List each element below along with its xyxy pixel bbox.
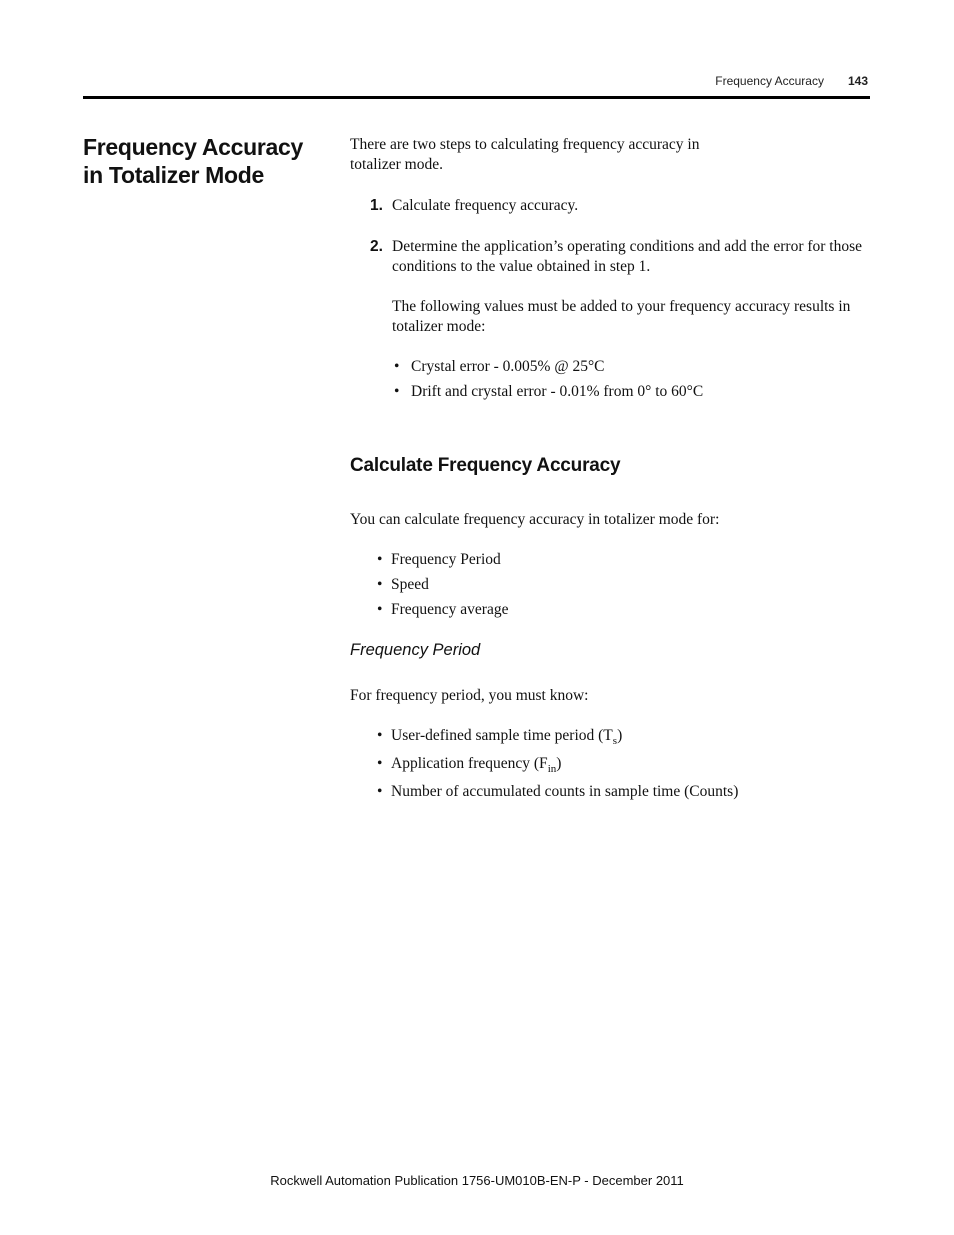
list-item: • User-defined sample time period $(T_s)$ — [377, 726, 897, 754]
steps-list — [350, 196, 870, 407]
page-number: 143 — [847, 74, 868, 88]
section-heading: Calculate Frequency Accuracy — [350, 455, 621, 476]
running-header — [715, 74, 868, 88]
header-rule — [83, 96, 870, 99]
page-footer: Rockwell Automation Publication 1756-UM010B-EN-P - December 2011 — [270, 1173, 684, 1188]
step-number: 2. — [370, 238, 383, 255]
subscript: s — [612, 735, 618, 747]
running-header-section: Frequency Accuracy — [715, 74, 824, 88]
list-item: • Frequency Period — [377, 550, 897, 575]
list-item: • Frequency average — [377, 600, 897, 625]
page-title: Frequency Accuracy in Totalizer Mode — [83, 134, 304, 188]
step-number: 1. — [370, 197, 383, 214]
intro-paragraph: There are two steps to calculating frequency accuracy in totalizer mode. — [350, 136, 700, 173]
list-item: • Crystal error - 0.005% @ 25°C — [394, 357, 870, 382]
error-values-list — [394, 357, 870, 407]
calc-modes-list — [377, 550, 897, 625]
step-1 — [350, 196, 870, 216]
step-text: Determine the application’s operating conditions and add the error for those conditions to the value obtained in step 1. — [392, 238, 863, 275]
calc-intro: You can calculate frequency accuracy in totalizer mode for: — [350, 511, 720, 528]
step-note: The following values must be added to your frequency accuracy results in totalizer mode: — [392, 298, 851, 335]
period-requirements-list — [377, 726, 897, 810]
subsection-heading: Frequency Period — [350, 641, 481, 659]
subscript: in — [547, 763, 557, 775]
list-item: • Drift and crystal error - 0.01% from 0° to 60°C — [394, 382, 870, 407]
period-intro: For frequency period, you must know: — [350, 687, 589, 704]
step-text: Calculate frequency accuracy. — [392, 197, 579, 214]
step-2 — [350, 237, 870, 407]
list-item: • Application frequency $(F_{in})$ — [377, 754, 897, 782]
list-item: • Number of accumulated counts in sample time (Counts) — [377, 782, 897, 810]
list-item: • Speed — [377, 575, 897, 600]
